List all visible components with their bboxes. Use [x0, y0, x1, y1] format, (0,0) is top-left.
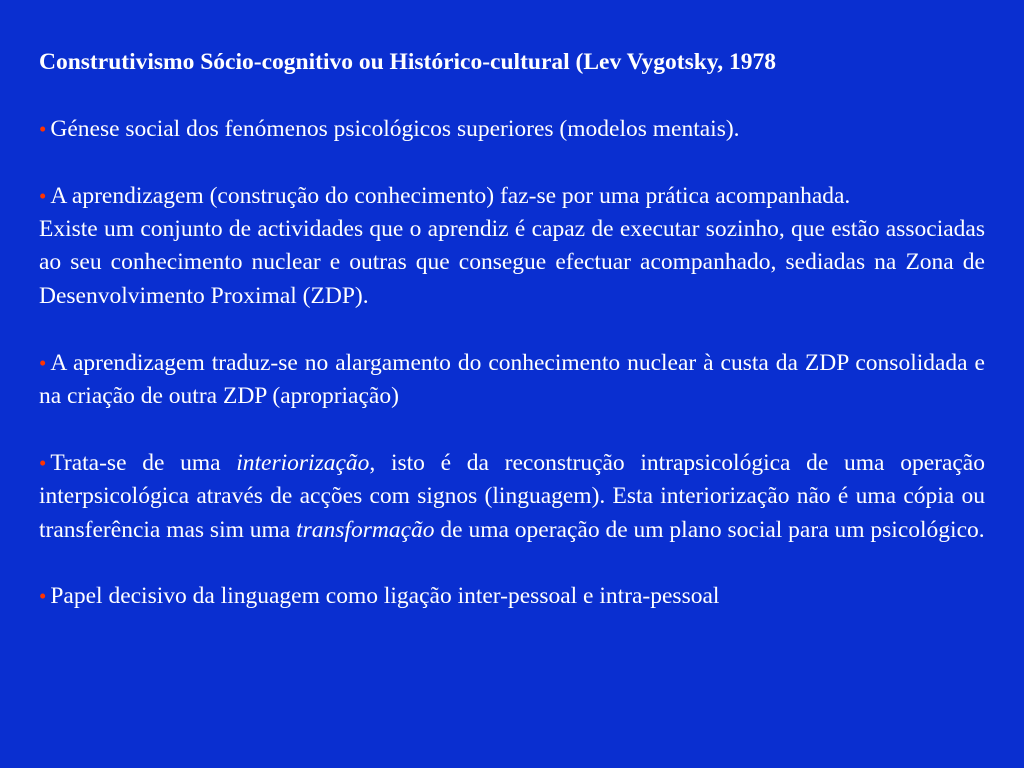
bullet-icon: •	[39, 584, 47, 609]
paragraph-genese	[39, 113, 985, 146]
paragraph-linguagem	[39, 580, 985, 613]
bullet-icon: •	[39, 450, 47, 475]
paragraph-text: A aprendizagem traduz-se no alargamento do conhecimento nuclear à custa da ZDP consolidada e na criação de outra ZDP (apropriação)	[39, 349, 985, 410]
emphasis-transformacao: transformação	[296, 516, 435, 543]
paragraph-text: Génese social dos fenómenos psicológicos superiores (modelos mentais).	[50, 115, 740, 142]
paragraph-aprendizagem	[39, 180, 985, 213]
bullet-icon: •	[39, 183, 47, 208]
spacer	[39, 79, 985, 112]
spacer	[39, 146, 985, 179]
paragraph-alargamento	[39, 347, 985, 414]
spacer	[39, 313, 985, 346]
paragraph-text-mid: , isto é da reconstrução intrapsicológica de uma operação interpsicológica através de acções com signos (linguagem). Esta interiorização não é uma cópia ou transferência mas sim uma	[39, 449, 985, 543]
spacer	[39, 547, 985, 580]
paragraph-text: Papel decisivo da linguagem como ligação inter-pessoal e intra-pessoal	[50, 583, 720, 610]
emphasis-interiorizacao: interiorização	[236, 449, 370, 476]
slide-title: Construtivismo Sócio-cognitivo ou Histórico-cultural (Lev Vygotsky, 1978	[39, 49, 776, 75]
bullet-icon: •	[39, 350, 47, 375]
paragraph-text-after: de uma operação de um plano social para um psicológico.	[434, 516, 985, 543]
paragraph-text-before: Trata-se de uma	[50, 449, 237, 476]
bullet-icon: •	[39, 116, 47, 141]
spacer	[39, 413, 985, 446]
paragraph-conjunto: Existe um conjunto de actividades que o aprendiz é capaz de executar sozinho, que estão associadas ao seu conhecimento nuclear e outras que consegue efectuar acompanhado, sediadas na Zona de Desenvolvimento Proximal (ZDP).	[39, 216, 985, 309]
slide-content	[39, 46, 985, 614]
paragraph-text: A aprendizagem (construção do conhecimento) faz-se por uma prática acompanhada.	[50, 182, 851, 209]
paragraph-interiorizacao	[39, 447, 985, 547]
